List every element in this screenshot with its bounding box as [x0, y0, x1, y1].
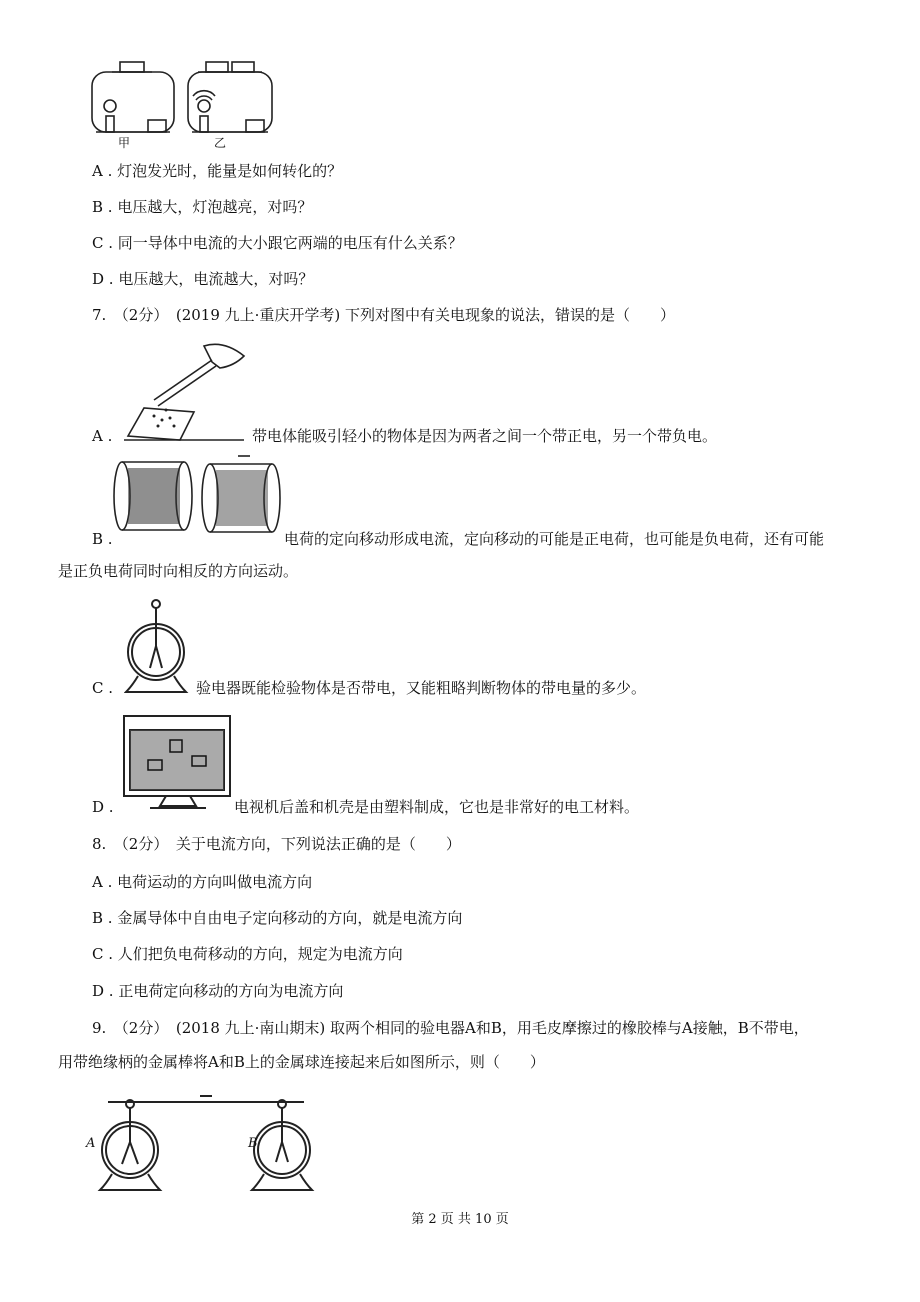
current-conductor-figure: [112, 454, 282, 540]
figure-label-left: 甲: [118, 136, 131, 150]
q7-option-a-letter: A .: [92, 427, 113, 445]
q9-stem-line-1: 9. （2分） (2018 九上·南山期末) 取两个相同的验电器A和B，用毛皮摩擦过的橡胶棒与A接触，B不带电，: [92, 1019, 809, 1037]
q8-option-c: C . 人们把负电荷移动的方向，规定为电流方向: [92, 945, 403, 963]
q6-option-d: D . 电压越大，电流越大，对吗？: [92, 270, 314, 288]
q6-option-b: B . 电压越大，灯泡越亮，对吗？: [92, 198, 313, 216]
q6-option-a: A . 灯泡发光时，能量是如何转化的？: [92, 162, 343, 180]
q7-option-b-text-2: 是正负电荷同时向相反的方向运动。: [58, 562, 299, 580]
figure-label-right: 乙: [214, 136, 227, 150]
q7-option-b-text-1: 电荷的定向移动形成电流，定向移动的可能是正电荷，也可能是负电荷，还有可能: [284, 530, 825, 548]
q8-option-a: A . 电荷运动的方向叫做电流方向: [92, 873, 313, 891]
q7-option-a-text: 带电体能吸引轻小的物体是因为两者之间一个带正电，另一个带负电。: [252, 427, 718, 445]
q7-option-c-text: 验电器既能检验物体是否带电，又能粗略判断物体的带电量的多少。: [196, 679, 647, 697]
q8-option-d: D . 正电荷定向移动的方向为电流方向: [92, 982, 344, 1000]
q8-stem: 8. （2分） 关于电流方向，下列说法正确的是（ ）: [92, 835, 461, 853]
q9-stem-line-2: 用带绝缘柄的金属棒将A和B上的金属球连接起来后如图所示，则（ ）: [58, 1053, 545, 1071]
q7-option-d-letter: D .: [92, 798, 114, 816]
bulb-experiment-figure: [88, 58, 278, 150]
q7-option-d-text: 电视机后盖和机壳是由塑料制成，它也是非常好的电工材料。: [234, 798, 640, 816]
q7-option-c-letter: C .: [92, 679, 114, 697]
q6-option-c: C . 同一导体中电流的大小跟它两端的电压有什么关系？: [92, 234, 463, 252]
electroscope-label-b: B: [248, 1136, 258, 1151]
q7-option-b-letter: B .: [92, 530, 113, 548]
q7-stem: 7. （2分） (2019 九上·重庆开学考) 下列对图中有关电现象的说法，错误的是（ ）: [92, 306, 676, 324]
electroscope-figure: [124, 596, 194, 698]
charged-rod-figure: [124, 340, 252, 444]
page-number: 第 2 页 共 10 页: [411, 1212, 509, 1227]
two-electroscopes-figure: [84, 1090, 334, 1194]
television-figure: [122, 714, 234, 810]
q8-option-b: B . 金属导体中自由电子定向移动的方向，就是电流方向: [92, 909, 463, 927]
electroscope-label-a: A: [86, 1136, 96, 1151]
